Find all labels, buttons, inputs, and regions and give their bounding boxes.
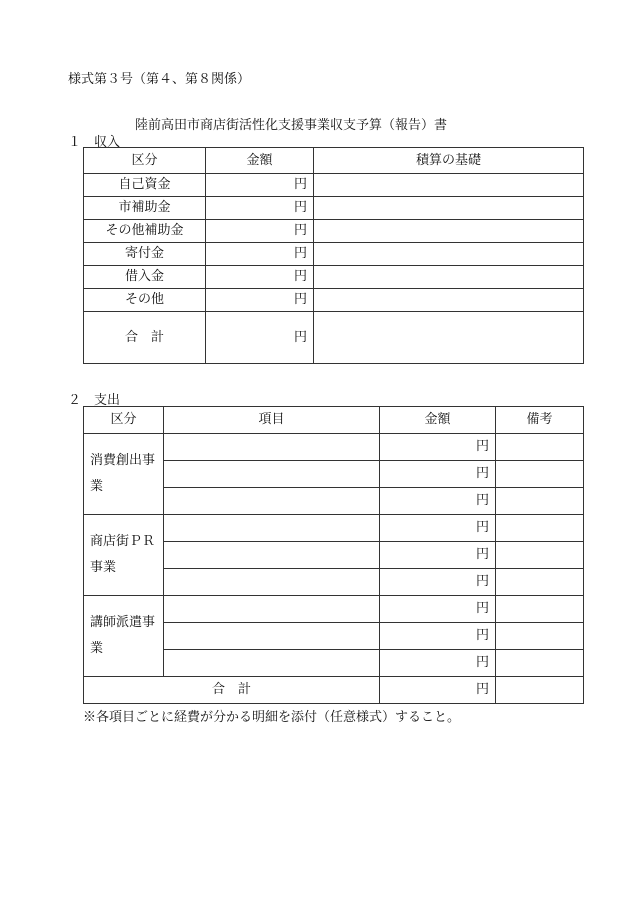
income-header-category: 区分 xyxy=(84,148,206,174)
page-title: 陸前高田市商店街活性化支援事業収支予算（報告）書 xyxy=(135,118,448,133)
expense-header-row xyxy=(84,407,584,434)
income-amount-cell[interactable]: 円 xyxy=(206,243,314,266)
expense-category-consumption: 消費創出事業 xyxy=(84,434,164,515)
income-basis-cell[interactable] xyxy=(314,174,584,197)
expense-amount-cell[interactable]: 円 xyxy=(380,542,496,569)
expense-remarks-cell[interactable] xyxy=(496,650,584,677)
table-row xyxy=(84,243,584,266)
form-number: 様式第３号（第４、第８関係） xyxy=(68,72,251,87)
expense-total-label: 合 計 xyxy=(84,677,380,704)
expense-header-remarks: 備考 xyxy=(496,407,584,434)
income-basis-cell[interactable] xyxy=(314,220,584,243)
income-label: 借入金 xyxy=(84,266,206,289)
expense-amount-cell[interactable]: 円 xyxy=(380,434,496,461)
expense-category-pr: 商店街ＰＲ事業 xyxy=(84,515,164,596)
income-header-row xyxy=(84,148,584,174)
table-row xyxy=(84,220,584,243)
income-basis-cell[interactable] xyxy=(314,289,584,312)
income-basis-cell[interactable] xyxy=(314,197,584,220)
income-amount-cell[interactable]: 円 xyxy=(206,197,314,220)
table-row xyxy=(84,515,584,542)
income-table xyxy=(83,147,584,364)
expense-amount-cell[interactable]: 円 xyxy=(380,461,496,488)
expense-amount-cell[interactable]: 円 xyxy=(380,596,496,623)
table-row xyxy=(84,174,584,197)
expense-item-cell[interactable] xyxy=(164,434,380,461)
income-header-amount: 金額 xyxy=(206,148,314,174)
expense-remarks-cell[interactable] xyxy=(496,434,584,461)
expense-amount-cell[interactable]: 円 xyxy=(380,569,496,596)
income-amount-cell[interactable]: 円 xyxy=(206,266,314,289)
expense-header-category: 区分 xyxy=(84,407,164,434)
table-row xyxy=(84,197,584,220)
expense-header-item: 項目 xyxy=(164,407,380,434)
income-basis-cell[interactable] xyxy=(314,266,584,289)
expense-heading: ２ 支出 xyxy=(68,393,121,408)
income-total-amount[interactable]: 円 xyxy=(206,312,314,364)
expense-total-remarks[interactable] xyxy=(496,677,584,704)
income-basis-cell[interactable] xyxy=(314,243,584,266)
footnote: ※各項目ごとに経費が分かる明細を添付（任意様式）すること。 xyxy=(83,710,461,725)
expense-amount-cell[interactable]: 円 xyxy=(380,515,496,542)
expense-item-cell[interactable] xyxy=(164,542,380,569)
income-amount-cell[interactable]: 円 xyxy=(206,174,314,197)
expense-remarks-cell[interactable] xyxy=(496,623,584,650)
income-label: その他補助金 xyxy=(84,220,206,243)
income-amount-cell[interactable]: 円 xyxy=(206,289,314,312)
expense-amount-cell[interactable]: 円 xyxy=(380,488,496,515)
expense-remarks-cell[interactable] xyxy=(496,569,584,596)
expense-total-row xyxy=(84,677,584,704)
income-label: 市補助金 xyxy=(84,197,206,220)
income-header-basis: 積算の基礎 xyxy=(314,148,584,174)
income-label: 寄付金 xyxy=(84,243,206,266)
income-total-label: 合 計 xyxy=(84,312,206,364)
expense-item-cell[interactable] xyxy=(164,488,380,515)
table-row xyxy=(84,596,584,623)
income-label: その他 xyxy=(84,289,206,312)
income-amount-cell[interactable]: 円 xyxy=(206,220,314,243)
expense-item-cell[interactable] xyxy=(164,650,380,677)
expense-remarks-cell[interactable] xyxy=(496,596,584,623)
expense-total-amount[interactable]: 円 xyxy=(380,677,496,704)
expense-remarks-cell[interactable] xyxy=(496,461,584,488)
expense-category-lecturer: 講師派遣事業 xyxy=(84,596,164,677)
expense-remarks-cell[interactable] xyxy=(496,488,584,515)
expense-header-amount: 金額 xyxy=(380,407,496,434)
table-row xyxy=(84,434,584,461)
expense-item-cell[interactable] xyxy=(164,596,380,623)
income-label: 自己資金 xyxy=(84,174,206,197)
income-total-basis[interactable] xyxy=(314,312,584,364)
income-heading: １ 収入 xyxy=(68,135,121,150)
expense-item-cell[interactable] xyxy=(164,461,380,488)
expense-table xyxy=(83,406,584,704)
expense-amount-cell[interactable]: 円 xyxy=(380,650,496,677)
expense-item-cell[interactable] xyxy=(164,515,380,542)
table-row xyxy=(84,289,584,312)
expense-remarks-cell[interactable] xyxy=(496,515,584,542)
expense-item-cell[interactable] xyxy=(164,623,380,650)
expense-item-cell[interactable] xyxy=(164,569,380,596)
expense-remarks-cell[interactable] xyxy=(496,542,584,569)
expense-amount-cell[interactable]: 円 xyxy=(380,623,496,650)
income-total-row xyxy=(84,312,584,364)
table-row xyxy=(84,266,584,289)
